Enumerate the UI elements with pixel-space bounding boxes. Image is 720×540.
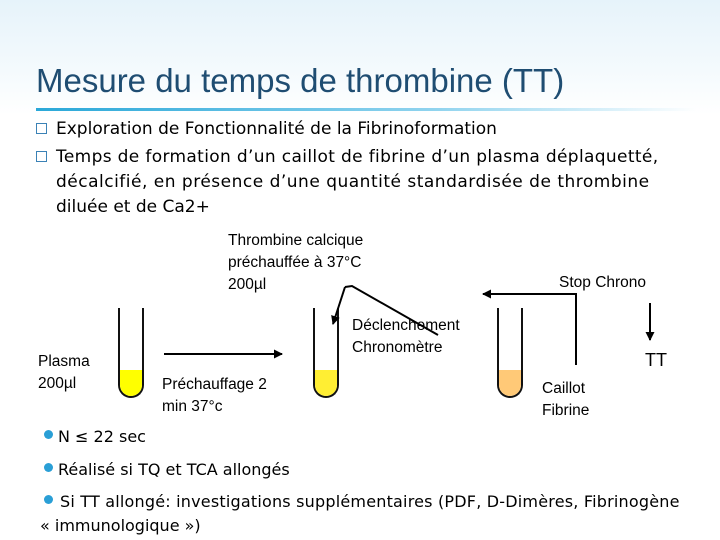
page-title: Mesure du temps de thrombine (TT)	[36, 62, 565, 99]
trigger-label-line-1: Déclenchement	[352, 317, 460, 334]
intro-item-2-line-1: Temps de formation d’un caillot de fibrine d’un plasma déplaquetté,	[56, 147, 659, 167]
preheat-label-line-2: min 37°c	[162, 398, 223, 415]
reagent-label-line-1: Thrombine calcique	[228, 232, 364, 249]
result-item-3-line-2: « immunologique »)	[40, 516, 201, 535]
intro-item-1: Exploration de Fonctionnalité de la Fibrinoformation	[56, 119, 497, 139]
connector-trigger	[345, 286, 438, 335]
intro-item-2-line-2: décalcifié, en présence d’une quantité standardisée de thrombine	[56, 172, 650, 192]
reagent-label-line-2: préchauffée à 37°C	[228, 254, 362, 271]
trigger-label-line-2: Chronomètre	[352, 339, 443, 356]
stop-chrono-label: Stop Chrono	[559, 274, 647, 291]
clot-label-line-2: Fibrine	[542, 402, 590, 419]
preheat-label-line-1: Préchauffage 2	[162, 376, 267, 393]
arrow-stop-chrono	[483, 294, 576, 365]
result-item-3-line-1: Si TT allongé: investigations supplémentaires (PDF, D-Dimères, Fibrinogène	[60, 492, 680, 511]
reagent-label-line-3: 200µl	[228, 276, 267, 293]
round-bullet-icon	[44, 463, 53, 472]
round-bullet-icon	[44, 430, 53, 439]
tt-label: TT	[645, 350, 667, 370]
round-bullet-icon	[44, 495, 53, 504]
clot-label-line-1: Caillot	[542, 380, 586, 397]
arrow-reagent-to-tube	[333, 287, 345, 324]
plasma-label-line-2: 200µl	[38, 375, 77, 392]
result-item-1: N ≤ 22 sec	[58, 427, 146, 446]
intro-item-2-line-3: diluée et de Ca2+	[56, 197, 210, 217]
result-item-2: Réalisé si TQ et TCA allongés	[58, 460, 290, 479]
plasma-label-line-1: Plasma	[38, 353, 90, 370]
